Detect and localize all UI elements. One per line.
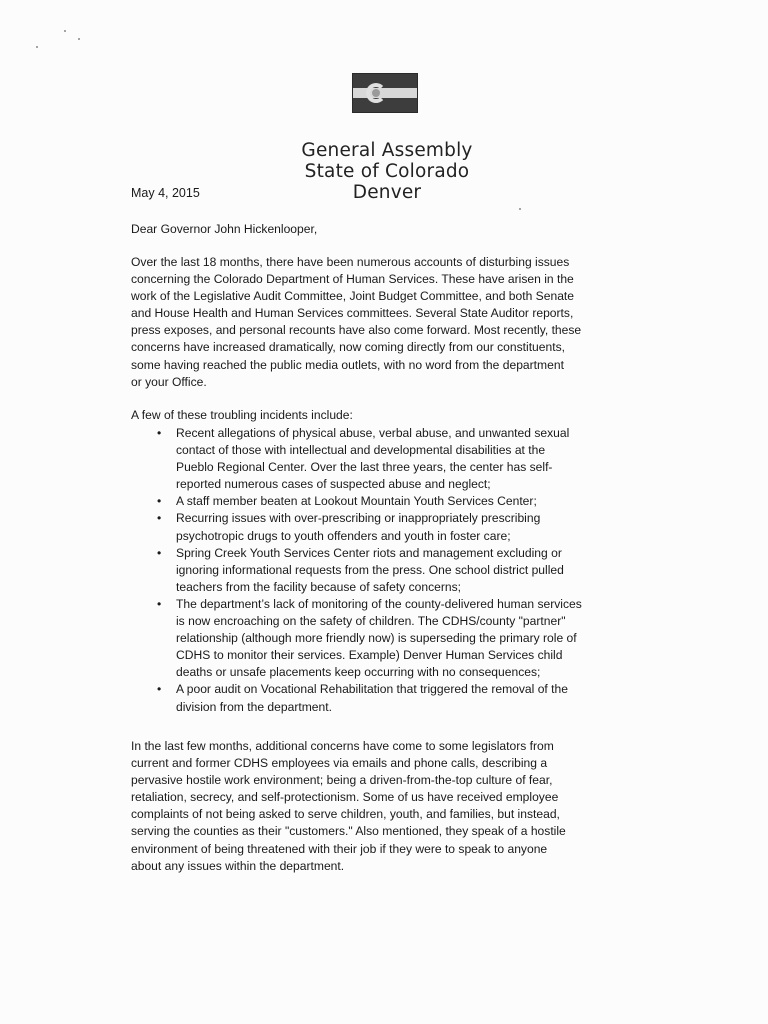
scan-speck <box>519 208 521 210</box>
bullet-icon: • <box>157 494 162 509</box>
incident-item <box>131 681 651 715</box>
paragraph-1 <box>131 254 651 391</box>
letterhead-line-2: State of Colorado <box>304 161 470 182</box>
bullet-icon: • <box>157 682 162 697</box>
paragraph-1-line: and House Health and Human Services committees. Several State Auditor reports, <box>131 306 574 321</box>
incident-item-line: A poor audit on Vocational Rehabilitation that triggered the removal of the <box>176 682 568 697</box>
letterhead-line-3: Denver <box>352 182 422 203</box>
incident-item-line: contact of those with intellectual and developmental disabilities at the <box>176 443 546 458</box>
paragraph-1-line: press exposes, and personal recounts have also come forward. Most recently, these <box>131 323 582 338</box>
salutation: Dear Governor John Hickenlooper, <box>131 222 318 236</box>
paragraph-1-line: work of the Legislative Audit Committee, Joint Budget Committee, and both Senate <box>131 289 575 304</box>
incident-item <box>131 493 651 510</box>
paragraph-2-line: pervasive hostile work environment; being a driven-from-the-top culture of fear, <box>131 773 553 788</box>
incidents-list <box>131 425 651 716</box>
paragraph-1-line: concerns have increased dramatically, now coming directly from our constituents, <box>131 340 565 355</box>
incident-item-line: psychotropic drugs to youth offenders and youth in foster care; <box>176 528 511 543</box>
incident-item-line: relationship (although more friendly now) is superseding the primary role of <box>176 631 577 646</box>
paragraph-2-line: current and former CDHS employees via emails and phone calls, describing a <box>131 756 548 771</box>
paragraph-2-line: serving the counties as their "customers." Also mentioned, they speak of a hostile <box>131 824 566 839</box>
scan-speck <box>36 46 38 48</box>
incident-item-line: A staff member beaten at Lookout Mountain Youth Services Center; <box>176 494 537 509</box>
scan-speck <box>78 38 80 40</box>
incident-item-line: CDHS to monitor their services. Example) Denver Human Services child <box>176 648 563 663</box>
letter-date: May 4, 2015 <box>131 186 200 200</box>
incident-item-line: ignoring informational requests from the press. One school district pulled <box>176 562 564 577</box>
scan-speck <box>64 30 66 32</box>
incident-item <box>131 596 651 681</box>
paragraph-2 <box>131 738 651 875</box>
paragraph-1-line: concerning the Colorado Department of Human Services. These have arisen in the <box>131 272 574 287</box>
bullet-icon: • <box>157 596 162 611</box>
incident-item-line: teachers from the facility because of safety concerns; <box>176 579 462 594</box>
incident-item-line: Pueblo Regional Center. Over the last three years, the center has self- <box>176 460 553 475</box>
bullet-icon: • <box>157 511 162 526</box>
incident-item-line: Recurring issues with over-prescribing or inappropriately prescribing <box>176 511 541 526</box>
incident-item <box>131 510 651 544</box>
incident-item-line: division from the department. <box>176 699 332 714</box>
incident-item <box>131 425 651 493</box>
paragraph-1-line: or your Office. <box>131 374 207 389</box>
paragraph-2-line: retaliation, secrecy, and self-protectionism. Some of us have received employee <box>131 790 559 805</box>
incident-item-line: Spring Creek Youth Services Center riots and management excluding or <box>176 545 562 560</box>
incident-item <box>131 545 651 596</box>
incident-item-line: The department’s lack of monitoring of the county-delivered human services <box>176 596 582 611</box>
bullet-icon: • <box>157 545 162 560</box>
paragraph-2-line: environment of being threatened with their job if they were to speak to anyone <box>131 841 548 856</box>
paragraph-2-line: about any issues within the department. <box>131 858 345 873</box>
incident-item-line: reported numerous cases of suspected abuse and neglect; <box>176 477 491 492</box>
incident-item-line: deaths or unsafe placements keep occurring with no consequences; <box>176 665 541 680</box>
bullet-icon: • <box>157 426 162 440</box>
paragraph-1-line: some having reached the public media outlets, with no word from the department <box>131 357 564 372</box>
incident-item-line: is now encroaching on the safety of children. The CDHS/county "partner" <box>176 614 566 629</box>
incident-item-line: Recent allegations of physical abuse, verbal abuse, and unwanted sexual <box>176 426 570 440</box>
paragraph-1-line: Over the last 18 months, there have been numerous accounts of disturbing issues <box>131 255 570 269</box>
paragraph-2-line: In the last few months, additional concerns have come to some legislators from <box>131 739 554 753</box>
letterhead <box>250 140 524 203</box>
paragraph-2-line: complaints of not being asked to serve children, youth, and families, but instead, <box>131 807 560 822</box>
letterhead-line-1: General Assembly <box>301 140 473 161</box>
colorado-seal-icon <box>352 73 418 113</box>
incidents-intro: A few of these troubling incidents include: <box>131 408 353 422</box>
